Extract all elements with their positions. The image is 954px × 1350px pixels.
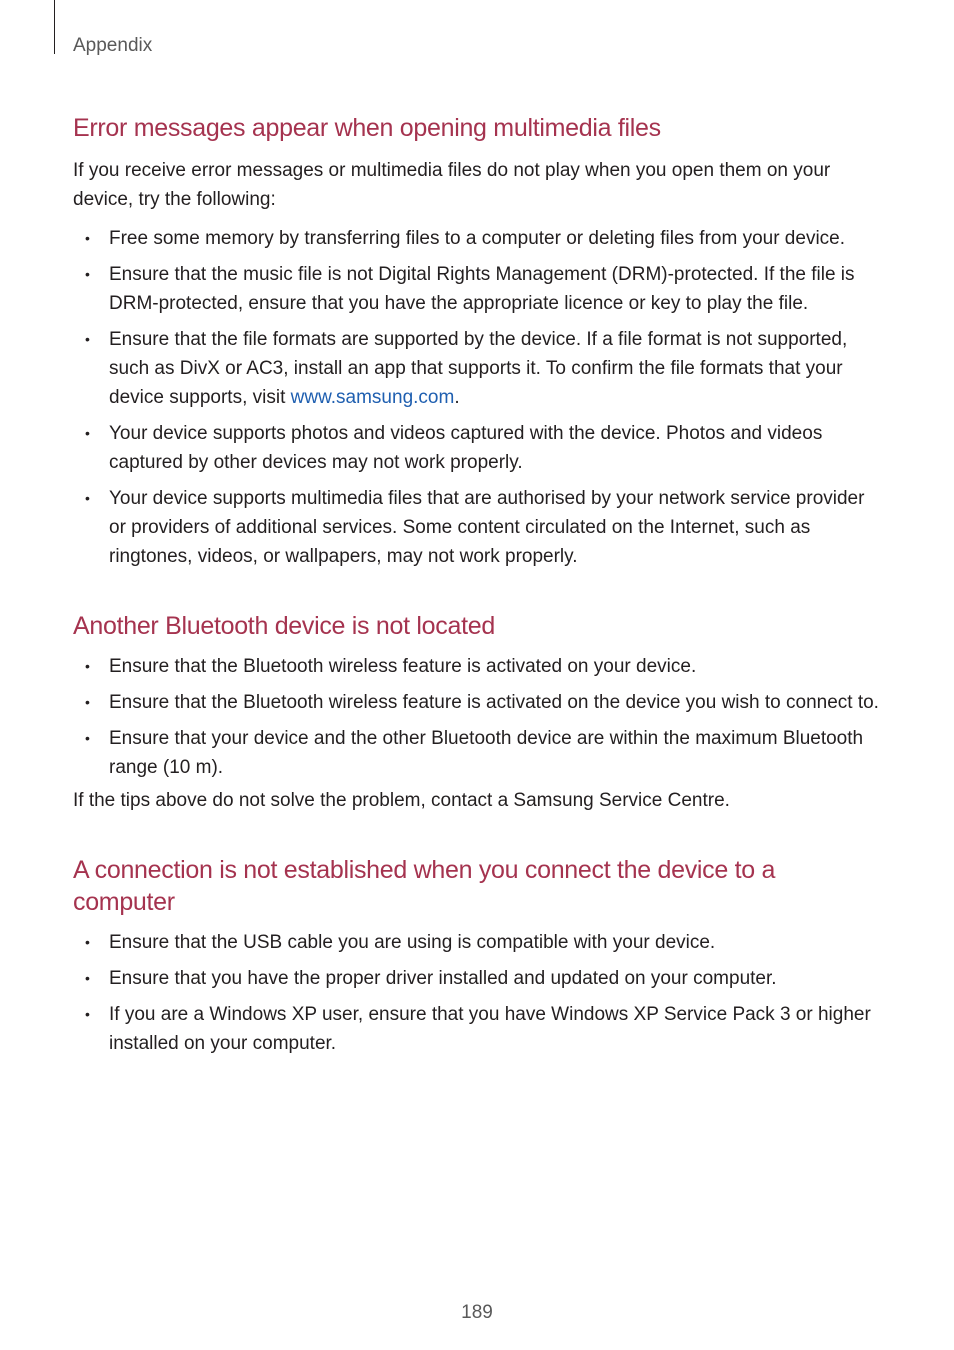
bullet-icon: • [85,490,90,506]
list-item: • Your device supports photos and videos captured with the device. Photos and videos captured by other devices may not work properly. [73,419,881,477]
section-computer-connection [73,854,881,1058]
list-item: • Ensure that the file formats are supported by the device. If a file format is not supported, such as DivX or AC3, install an app that supports it. To confirm the file formats that your device supports, visit www.samsung.com. [73,325,881,412]
list-item: • Ensure that the Bluetooth wireless feature is activated on the device you wish to connect to. [73,688,881,717]
bullet-list [73,652,881,782]
list-item: • If you are a Windows XP user, ensure that you have Windows XP Service Pack 3 or higher installed on your computer. [73,1000,881,1058]
running-head: Appendix [73,35,153,56]
section-bluetooth-not-located [73,610,881,815]
section-title: A connection is not established when you connect the device to a computer [73,856,776,916]
section-intro: If you receive error messages or multimedia files do not play when you open them on your device, try the following: [73,160,831,210]
page-number: 189 [461,1302,493,1323]
margin-rule [54,0,55,54]
bullet-icon: • [85,331,90,347]
list-item: • Ensure that you have the proper driver installed and updated on your computer. [73,964,881,993]
list-item: • Your device supports multimedia files that are authorised by your network service provider or providers of additional services. Some content circulated on the Internet, such as ringtones, videos, or wallpapers, may not work properly. [73,484,881,571]
list-item: • Ensure that your device and the other Bluetooth device are within the maximum Bluetooth range (10 m). [73,724,881,782]
list-item: • Ensure that the music file is not Digital Rights Management (DRM)-protected. If the file is DRM-protected, ensure that you have the appropriate licence or key to play the file. [73,260,881,318]
list-item: • Free some memory by transferring files to a computer or deleting files from your device. [73,224,881,253]
bullet-icon: • [85,425,90,441]
bullet-icon: • [85,694,90,710]
bullet-list [73,928,881,1058]
bullet-icon: • [85,934,90,950]
bullet-icon: • [85,266,90,282]
bullet-icon: • [85,658,90,674]
section-title: Error messages appear when opening multimedia files [73,114,661,142]
section-title: Another Bluetooth device is not located [73,612,495,640]
bullet-icon: • [85,230,90,246]
section-note: If the tips above do not solve the problem, contact a Samsung Service Centre. [73,790,730,811]
list-item: • Ensure that the Bluetooth wireless feature is activated on your device. [73,652,881,681]
samsung-website-link[interactable]: www.samsung.com [290,387,455,408]
bullet-icon: • [85,1006,90,1022]
page-content [73,110,881,1065]
bullet-icon: • [85,970,90,986]
list-item: • Ensure that the USB cable you are using is compatible with your device. [73,928,881,957]
section-multimedia-errors [73,112,881,571]
bullet-list [73,224,881,571]
bullet-icon: • [85,730,90,746]
